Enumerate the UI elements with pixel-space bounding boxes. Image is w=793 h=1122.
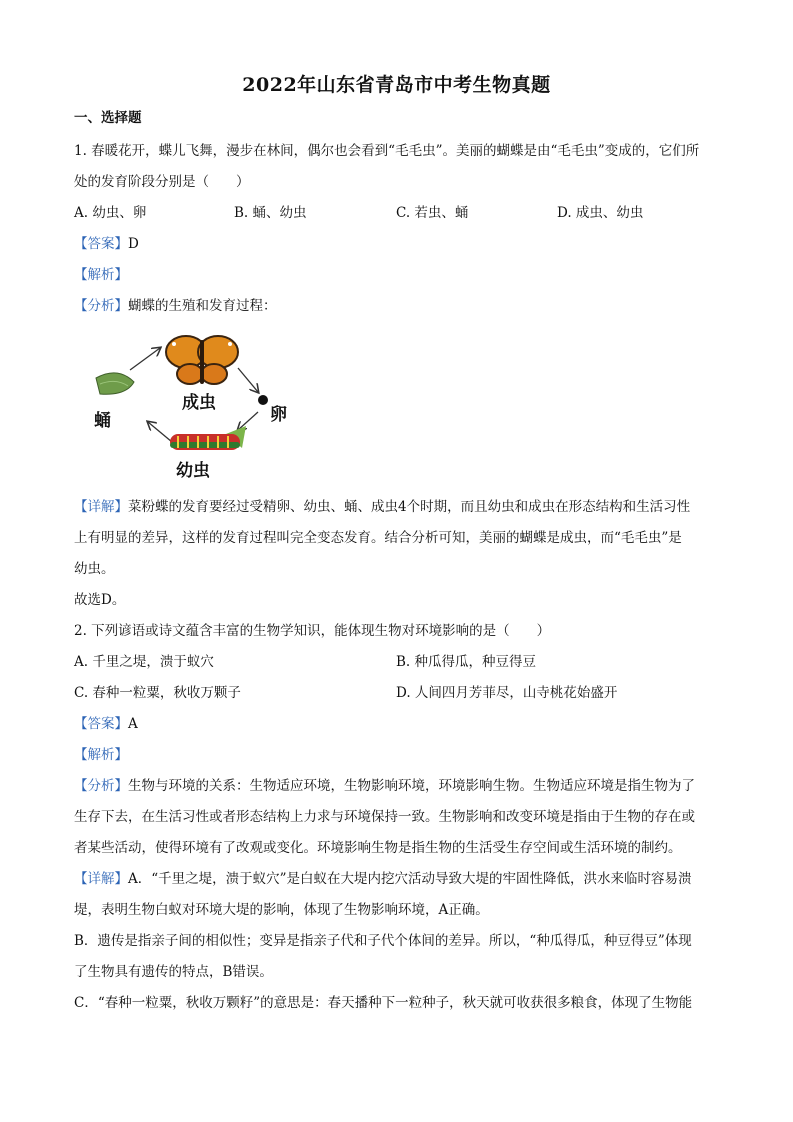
butterfly-icon	[166, 336, 238, 384]
q2-b-line2: 了生物具有遗传的特点，B错误。	[74, 964, 273, 980]
q1-stem-line1: 1. 春暖花开，蝶儿飞舞，漫步在林间，偶尔也会看到“毛毛虫”。美丽的蝴蝶是由“毛毛虫”变成的，它们所	[74, 143, 700, 159]
butterfly-lifecycle-diagram	[70, 330, 310, 480]
q1-detail-line3: 幼虫。	[74, 561, 115, 577]
pupa-icon	[96, 373, 134, 394]
label-pupa: 蛹	[94, 411, 111, 431]
fenxi-tag: 【分析】	[74, 778, 128, 794]
detail-text: A．“千里之堤，溃于蚁穴”是白蚁在大堤内挖穴活动导致大堤的牢固性降低，洪水来临时容易溃	[128, 871, 692, 887]
q2-answer	[74, 714, 138, 734]
q1-stem-line2: 处的发育阶段分别是（ ）	[74, 174, 250, 190]
q2-detail-line2: 堤，表明生物白蚁对环境大堤的影响，体现了生物影响环境，A正确。	[74, 902, 489, 918]
q1-option-d: D. 成虫、幼虫	[557, 205, 644, 221]
q2-option-a: A. 千里之堤，溃于蚁穴	[74, 654, 214, 670]
label-larva: 幼虫	[176, 461, 210, 481]
fenxi-tag: 【分析】	[74, 298, 128, 314]
detail-text: 菜粉蝶的发育要经过受精卵、幼虫、蛹、成虫4个时期，而且幼虫和成虫在形态结构和生活习性	[128, 499, 691, 515]
q2-option-d: D. 人间四月芳菲尽，山寺桃花始盛开	[396, 685, 618, 701]
detail-tag: 【详解】	[74, 499, 128, 515]
caterpillar-icon	[170, 426, 246, 450]
q2-detail-line1	[74, 869, 692, 889]
q2-fenxi-line3: 者某些活动，使得环境有了改观或变化。环境影响生物是指生物的生活受生存空间或生活环境的制约。	[74, 840, 682, 856]
q1-option-a: A. 幼虫、卵	[74, 205, 147, 221]
q2-stem: 2. 下列谚语或诗文蕴含丰富的生物学知识，能体现生物对环境影响的是（ ）	[74, 623, 551, 639]
q1-choose: 故选D。	[74, 592, 126, 608]
answer-value: A	[128, 716, 138, 732]
q2-option-c: C. 春种一粒粟，秋收万颗子	[74, 685, 241, 701]
egg-icon	[258, 395, 268, 405]
q2-c-line1: C．“春种一粒粟，秋收万颗籽”的意思是：春天播种下一粒种子，秋天就可收获很多粮食，体现了生物能	[74, 995, 693, 1011]
q1-detail-line2: 上有明显的差异，这样的发育过程叫完全变态发育。结合分析可知，美丽的蝴蝶是成虫，而“毛毛虫”是	[74, 530, 682, 546]
answer-tag: 【答案】	[74, 236, 128, 252]
q2-fenxi-line1	[74, 776, 695, 796]
q1-option-b: B. 蛹、幼虫	[234, 205, 307, 221]
q1-fenxi	[74, 296, 277, 316]
q1-option-c: C. 若虫、蛹	[396, 205, 469, 221]
label-egg: 卵	[270, 405, 287, 425]
answer-value: D	[128, 236, 139, 252]
q2-b-line1: B．遗传是指亲子间的相似性；变异是指亲子代和子代个体间的差异。所以，“种瓜得瓜，种豆得豆”体现	[74, 933, 692, 949]
fenxi-text: 生物与环境的关系：生物适应环境，生物影响环境，环境影响生物。生物适应环境是指生物为了	[128, 778, 695, 794]
fenxi-text: 蝴蝶的生殖和发育过程：	[128, 298, 277, 314]
q1-answer	[74, 234, 139, 254]
page-title: 2022年山东省青岛市中考生物真题	[242, 74, 551, 96]
detail-tag: 【详解】	[74, 871, 128, 887]
label-adult: 成虫	[182, 393, 216, 413]
answer-tag: 【答案】	[74, 716, 128, 732]
section-heading: 一、选择题	[74, 110, 142, 126]
q2-option-b: B. 种瓜得瓜，种豆得豆	[396, 654, 537, 670]
q1-jiexi-tag: 【解析】	[74, 267, 128, 283]
q2-jiexi-tag: 【解析】	[74, 747, 128, 763]
q2-fenxi-line2: 生存下去，在生活习性或者形态结构上力求与环境保持一致。生物影响和改变环境是指由于生物的存在或	[74, 809, 695, 825]
q1-detail-line1	[74, 497, 690, 517]
